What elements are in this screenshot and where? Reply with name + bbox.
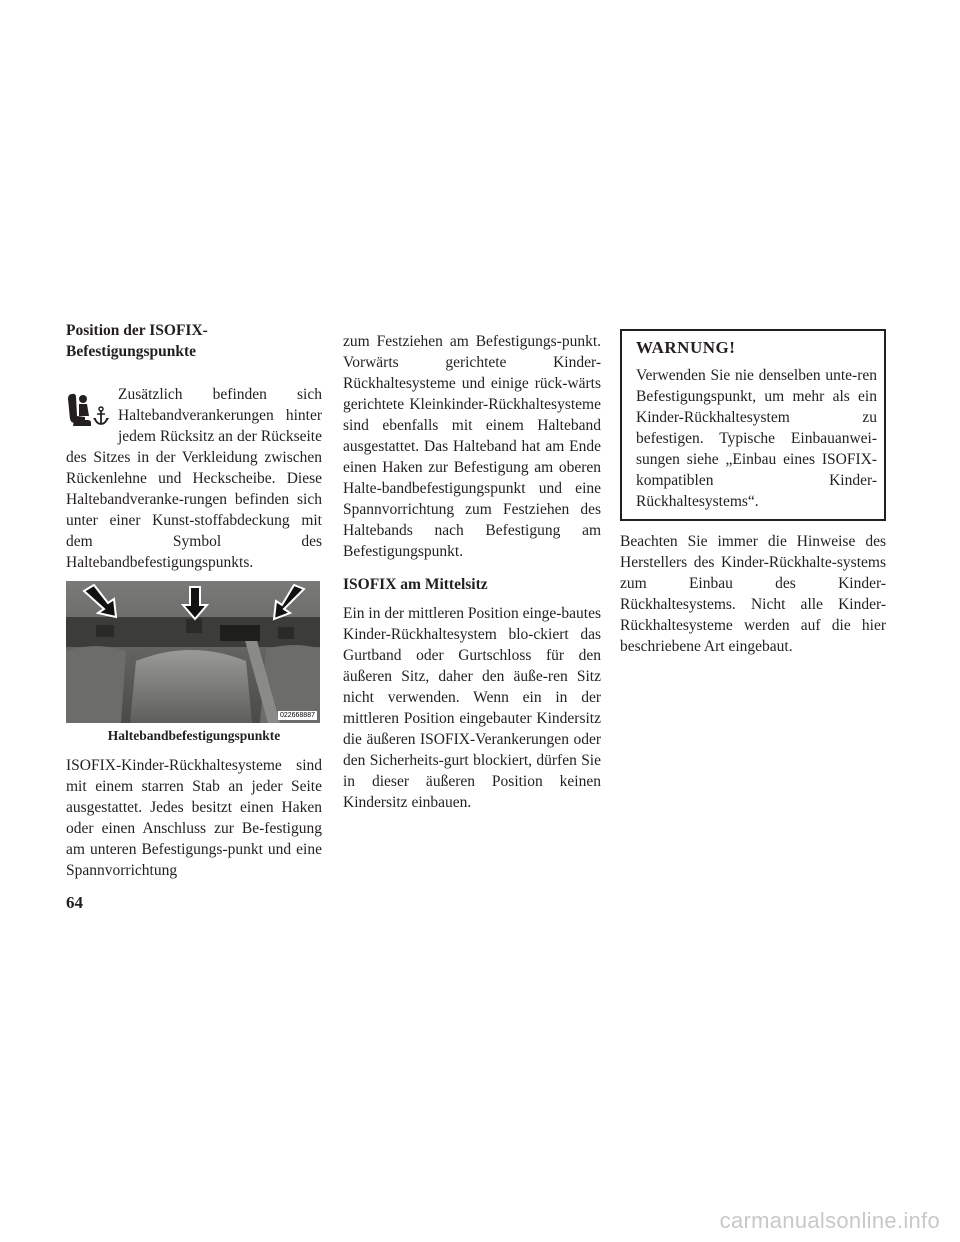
- section-heading: ISOFIX am Mittelsitz: [343, 576, 488, 593]
- photo-code: 022668887: [279, 712, 315, 719]
- watermark: carmanualsonline.info: [719, 1208, 940, 1233]
- paragraph: Ein in der mittleren Position einge-bautes Kinder-Rückhaltesystem blo-ckiert das Gurtband oder Gurtschloss für den äußeren Sitz, daher den äuße-ren Sitz nicht verwenden. Wenn ein in der mittleren Position eingebauter Kindersitz die äußeren ISOFIX-Verankerungen oder den Sicherheits-gurt blockiert, dürfen Sie in dieser äußeren Position keinen Kindersitz einbauen.: [343, 605, 601, 811]
- column-middle: [343, 331, 601, 813]
- child-seat-tether-anchor-icon: [66, 390, 112, 430]
- page-number: 64: [66, 893, 83, 912]
- paragraph: Beachten Sie immer die Hinweise des Herstellers des Kinder-Rückhalte-systems zum Einbau des Kinder-Rückhaltesystems. Nicht alle Kinder-Rückhaltesysteme werden auf die hier beschriebene Art eingebaut.: [620, 533, 886, 655]
- warning-box: [620, 329, 886, 521]
- column-left: [66, 320, 322, 881]
- section-heading: Position der ISOFIX- Befestigungspunkte: [66, 322, 208, 360]
- intro-paragraph: Zusätzlich befinden sich Haltebandverankerungen hinter jedem Rücksitz an der Rückseite des Sitzes in der Verkleidung zwischen Rückenlehne und Heckscheibe. Diese Haltebandveranke-rungen befinden sich unter einer Kunst-stoffabdeckung mit dem Symbol des Haltebandbefestigungspunkts.: [66, 386, 322, 571]
- column-right: [620, 329, 886, 657]
- warning-text: Verwenden Sie nie denselben unte-ren Befestigungspunkt, um mehr als ein Kinder-Rückhaltesystem zu befestigen. Typische Einbauanwei-sungen siehe „Einbau eines ISOFIX-kompatiblen Kinder-Rückhaltesystems“.: [636, 367, 877, 510]
- paragraph: ISOFIX-Kinder-Rückhaltesysteme sind mit einem starren Stab an jeder Seite ausgestattet. Jedes besitzt einen Haken oder einen Anschluss zur Be-festigung am unteren Befestigungs-punkt und eine Spannvorrichtung: [66, 757, 322, 879]
- warning-title: WARNUNG!: [636, 338, 736, 357]
- intro-block: [66, 384, 322, 573]
- photo-caption: Haltebandbefestigungspunkte: [107, 728, 281, 743]
- tether-anchor-photo: [66, 581, 320, 723]
- paragraph: zum Festziehen am Befestigungs-punkt. Vorwärts gerichtete Kinder-Rückhaltesysteme und einige rück-wärts gerichtete Kleinkinder-Rückhaltesysteme sind ebenfalls mit einem Halteband ausgestattet. Das Halteband hat am Ende einen Haken zur Befestigung am oberen Halte-bandbefestigungspunkt und eine Spannvorrichtung zum Festziehen des Haltebands nach Befestigung am Befestigungspunkt.: [343, 333, 601, 560]
